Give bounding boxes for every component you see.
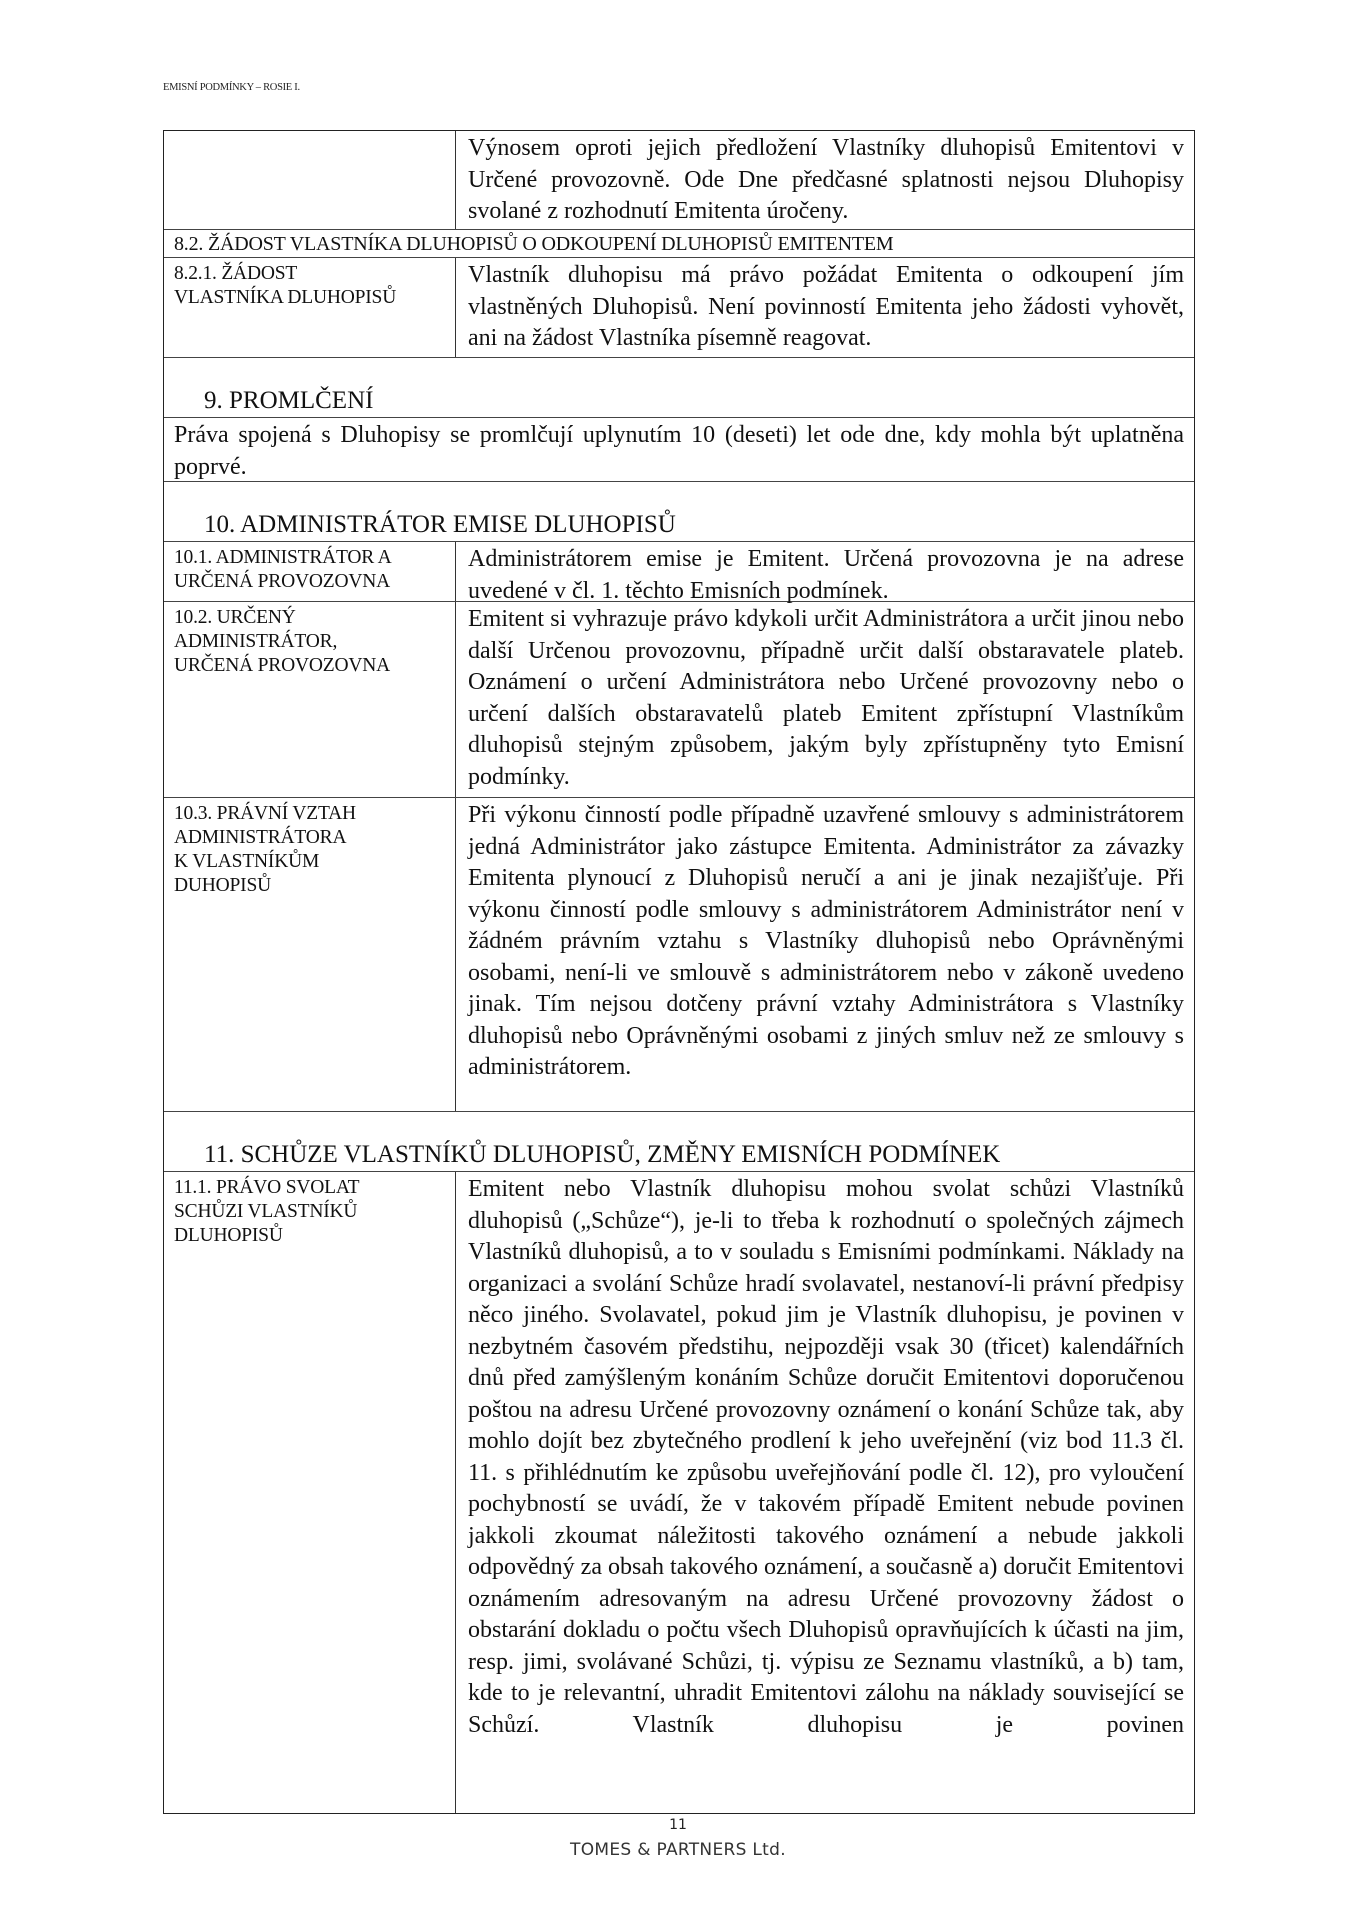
subsection-heading-8-2 [164,229,1194,257]
section-title-9: 9. PROMLČENÍ [204,387,374,414]
row-label-10-2 [164,602,456,797]
table-row-10-3 [164,797,1194,1111]
section-title-11: 11. SCHŮZE VLASTNÍKŮ DLUHOPISŮ, ZMĚNY EMISNÍCH PODMÍNEK [204,1141,1001,1168]
footer-company-name: TOMES & PARTNERS Ltd. [570,1840,786,1860]
section-heading-9 [164,357,1194,417]
label-line: DUHOPISŮ [174,875,271,896]
label-line: ADMINISTRÁTOR, [174,631,338,652]
section-text-9: Práva spojená s Dluhopisy se promlčují uplynutím 10 (deseti) let ode dne, kdy mohla být uplatněna poprvé. [174,422,1184,480]
table-row-continuation [164,131,1194,229]
label-line: DLUHOPISŮ [174,1225,283,1246]
terms-table [163,130,1195,1814]
row-text-11-1: Emitent nebo Vlastník dluhopisu mohou svolat schůzi Vlastníků dluhopisů („Schůze“), je-li to třeba k rozhodnutí o společných zájmech Vlastníků dluhopisů, a to v souladu s Emisními podmínkami. Náklady na organizaci a svolání Schůze hradí svolavatel, nestanoví-li právní předpisy něco jiného. Svolavatel, pokud jim je Vlastník dluhopisu, je povinen v nezbytném časovém předstihu, nejpozději vsak 30 (třicet) kalendářních dnů před zamýšleným konáním Schůze doručit Emitentovi doporučenou poštou na adresu Určené provozovny oznámení o konání Schůze tak, aby mohlo dojít bez zbytečného prodlení k jeho uveřejnění (viz bod 11.3 čl. 11. s přihlédnutím ke způsobu uveřejňování podle čl. 12), pro vyloučení pochybností se uvádí, že v takovém případě Emitent nebude povinen jakkoli zkoumat náležitosti takového oznámení a nebude jakkoli odpovědný za obsah takového oznámení, a současně a) doručit Emitentovi oznámením adresovaným na adresu Určené provozovny žádost o obstarání dokladu o počtu všech Dluhopisů opravňujících k účasti na jim, resp. jimi, svolávané Schůzi, tj. výpisu ze Seznamu vlastníků, a b) tam, kde to je relevantní, uhradit Emitentovi zálohu na náklady související se Schůzí. Vlastník dluhopisu je povinen [468,1176,1184,1738]
label-line: K VLASTNÍKŮM [174,851,320,872]
row-text-continuation: Výnosem oproti jejich předložení Vlastníky dluhopisů Emitentovi v Určené provozovně. Ode Dne předčasné splatnosti nejsou Dluhopisy svolané z rozhodnutí Emitenta úročeny. [468,135,1184,224]
label-line: 11.1. PRÁVO SVOLAT [174,1177,360,1198]
section-heading-10 [164,481,1194,541]
section-heading-11 [164,1111,1194,1171]
row-text-8-2-1: Vlastník dluhopisu má právo požádat Emitenta o odkoupení jím vlastněných Dluhopisů. Není povinností Emitenta jeho žádosti vyhovět, ani na žádost Vlastníka písemně reagovat. [468,262,1184,351]
row-label-11-1 [164,1172,456,1813]
table-row-9-text [164,417,1194,481]
label-line: URČENÁ PROVOZOVNA [174,571,390,592]
row-text-10-1: Administrátorem emise je Emitent. Určená provozovna je na adrese uvedené v čl. 1. těchto Emisních podmínek. [468,546,1184,604]
table-row-8-2-1 [164,257,1194,357]
row-label-10-3 [164,798,456,1111]
label-line: 10.3. PRÁVNÍ VZTAH [174,803,356,824]
table-row-11-1 [164,1171,1194,1813]
row-label-empty [164,131,456,229]
label-line: URČENÁ PROVOZOVNA [174,655,390,676]
label-line: 10.1. ADMINISTRÁTOR A [174,547,392,568]
row-text-10-3: Při výkonu činností podle případně uzavřené smlouvy s administrátorem jedná Administrátor jako zástupce Emitenta. Administrátor za závazky Emitenta plynoucí z Dluhopisů neručí a ani je jinak nezajišťuje. Při výkonu činností podle smlouvy s administrátorem Administrátor není v žádném právním vztahu s Vlastníky dluhopisů nebo Oprávněnými osobami, není-li ve smlouvě s administrátorem nebo v zákoně uvedeno jinak. Tím nejsou dotčeny právní vztahy Administrátora s Vlastníky dluhopisů nebo Oprávněnými osobami z jiných smluv než ze smlouvy s administrátorem. [468,802,1184,1080]
row-label-10-1 [164,542,456,601]
label-line: 10.2. URČENÝ [174,607,296,628]
section-title-10: 10. ADMINISTRÁTOR EMISE DLUHOPISŮ [204,511,676,538]
page-number: 11 [669,1817,687,1833]
table-row-10-1 [164,541,1194,604]
table-row-10-2 [164,601,1194,797]
label-line: SCHŮZI VLASTNÍKŮ [174,1201,358,1222]
subsection-title-8-2: 8.2. ŽÁDOST VLASTNÍKA DLUHOPISŮ O ODKOUPENÍ DLUHOPISŮ EMITENTEM [174,233,894,255]
row-text-10-2: Emitent si vyhrazuje právo kdykoli určit Administrátora a určit jinou nebo další Určenou provozovnu, případně určit další obstaravatele plateb. Oznámení o určení Administrátora nebo Určené provozovny nebo o určení dalších obstaravatelů plateb Emitent zpřístupní Vlastníkům dluhopisů stejným způsobem, jakým byly zpřístupněny tyto Emisní podmínky. [468,606,1184,790]
running-header-title: EMISNÍ PODMÍNKY – ROSIE I. [163,82,300,93]
label-line: ADMINISTRÁTORA [174,827,347,848]
label-line: VLASTNÍKA DLUHOPISŮ [174,287,397,308]
row-label-8-2-1 [164,258,456,357]
label-line: 8.2.1. ŽÁDOST [174,263,298,284]
